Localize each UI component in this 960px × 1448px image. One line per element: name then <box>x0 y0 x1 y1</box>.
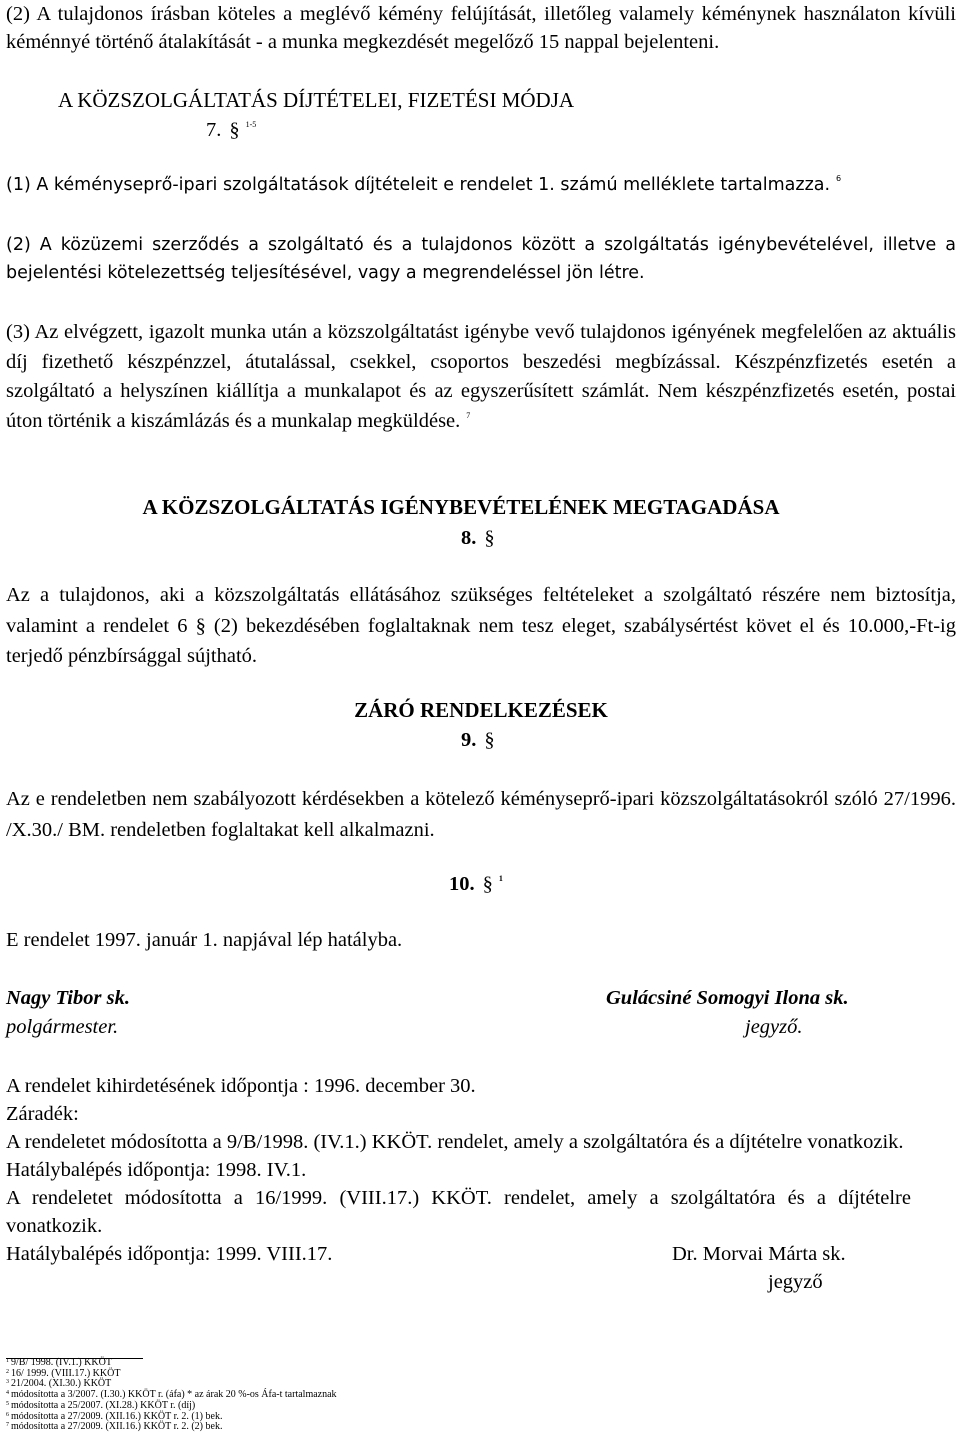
section-number: 8. <box>461 527 477 549</box>
section-8-number <box>461 524 495 552</box>
amendment-2: A rendeletet módosította a 16/1999. (VIII.17.) KKÖT. rendelet, amely a szolgáltatóra és a díjtételre vonatkozik. <box>6 1187 911 1237</box>
section-number: 7. <box>206 119 222 141</box>
mayor-title: polgármester. <box>6 1016 119 1038</box>
heading-fees: A KÖZSZOLGÁLTATÁS DÍJTÉTELEI, FIZETÉSI MÓDJA <box>57 88 575 112</box>
section-sign-icon: § <box>482 873 493 895</box>
footnote-item: $^4$ módosította a 3/2007. (I.30.) KKÖT r. (áfa) * az árak 20 %-os Áfa-t tartalmaznak <box>6 1389 337 1401</box>
heading-refusal: A KÖZSZOLGÁLTATÁS IGÉNYBEVÉTELÉNEK MEGTAGADÁSA <box>142 495 780 519</box>
footnote-ref: 6 <box>836 174 842 183</box>
paragraph-fees-2: (2) A közüzemi szerződés a szolgáltató és a tulajdonos között a szolgáltatás igénybevételével, illetve a bejelentési kötelezettség teljesítésével, vagy a megrendeléssel jön létre. <box>6 235 956 283</box>
footnote-item: $^1$ 9/B/ 1998. (IV.1.) KKÖT <box>6 1357 112 1368</box>
footnote-item: $^5$ módosította a 25/2007. (XI.28.) KKÖT r. (díj) <box>6 1399 196 1411</box>
closing-clause <box>6 1072 956 1296</box>
section-sign-icon: § <box>484 527 495 549</box>
section-7-number <box>206 116 256 144</box>
section-number: 10. <box>449 873 475 895</box>
signer-title: jegyző <box>768 1271 823 1293</box>
heading-final-provisions: ZÁRÓ RENDELKEZÉSEK <box>354 698 608 722</box>
paragraph-owner-notice: (2) A tulajdonos írásban köteles a meglévő kémény felújítását, illetőleg valamely kéménynek használaton kívüli kéménnyé történő átalakítását - a munka megkezdését megelőző 15 nappal bejelenteni. <box>6 3 956 53</box>
paragraph-fees-3 <box>6 318 956 436</box>
amendment-1-effective: Hatálybalépés időpontja: 1998. IV.1. <box>6 1159 307 1181</box>
section-number: 9. <box>461 729 477 751</box>
paragraph-final: Az e rendeletben nem szabályozott kérdésekben a kötelező kéményseprő-ipari közszolgáltatásokról szóló 27/1996. /X.30./ BM. rendeletben foglaltakat kell alkalmazni. <box>6 788 956 841</box>
footnote-ref: 1 <box>498 874 503 883</box>
announcement-date: A rendelet kihirdetésének időpontja : 1996. december 30. <box>6 1075 476 1097</box>
footnote-ref: 1-5 <box>245 120 257 129</box>
effective-date-text: E rendelet 1997. január 1. napjával lép hatályba. <box>6 929 403 951</box>
effective-text: Hatálybalépés időpontja: 1999. VIII.17. <box>6 1243 333 1265</box>
amendment-2-effective <box>6 1240 956 1268</box>
paragraph-text: (1) A kéményseprő-ipari szolgáltatások díjtételeit e rendelet 1. számú melléklete tartalmazza. <box>6 175 831 195</box>
paragraph-fees-1 <box>6 171 841 199</box>
footnotes <box>6 1358 337 1433</box>
notary-name: Gulácsiné Somogyi Ilona sk. <box>606 987 849 1009</box>
section-sign-icon: § <box>229 119 240 141</box>
amendment-1: A rendeletet módosította a 9/B/1998. (IV.1.) KKÖT. rendelet, amely a szolgáltatóra és a díjtételre vonatkozik. <box>6 1131 904 1153</box>
clause-label: Záradék: <box>6 1103 79 1125</box>
signature-block <box>6 984 956 1042</box>
section-10-number <box>449 870 503 898</box>
paragraph-text: (3) Az elvégzett, igazolt munka után a közszolgáltatást igénybe vevő tulajdonos igényének megfelelően az aktuális díj fizethető készpénzzel, átutalással, csekkel, csoportos beszedési megbízással. Készpénzfizetés esetén a szolgáltató a helyszínen kiállítja a munkalapot és az egyszerűsített számlát. Nem készpénzfizetés esetén, postai úton történik a kiszámlázás és a munkalap megküldése. <box>6 321 956 432</box>
footnote-item: $^3$ 21/2004. (XI.30.) KKÖT <box>6 1378 112 1390</box>
footnote-ref: 7 <box>466 410 471 420</box>
section-sign-icon: § <box>484 729 495 751</box>
footnote-item: $^2$ 16/ 1999. (VIII.17.) KKÖT <box>6 1367 121 1379</box>
paragraph-refusal: Az a tulajdonos, aki a közszolgáltatás ellátásához szükséges feltételeket a szolgáltató részére nem biztosítja, valamint a rendelet 6 § (2) bekezdésében foglaltaknak nem tesz eleget, szabálysértést követ el és 10.000,-Ft-ig terjedő pénzbírsággal sújtható. <box>6 584 956 667</box>
notary-title: jegyző. <box>745 1016 803 1038</box>
section-9-number <box>461 726 495 754</box>
mayor-name: Nagy Tibor sk. <box>6 987 130 1009</box>
footnote-item: $^6$ módosította a 27/2009. (XII.16.) KKÖT r. 2. (1) bek. <box>6 1410 223 1422</box>
signer-name: Dr. Morvai Márta sk. <box>672 1243 846 1265</box>
footnote-item: $^7$ módosította a 27/2009. (XII.16.) KKÖT r. 2. (2) bek. <box>6 1421 223 1433</box>
